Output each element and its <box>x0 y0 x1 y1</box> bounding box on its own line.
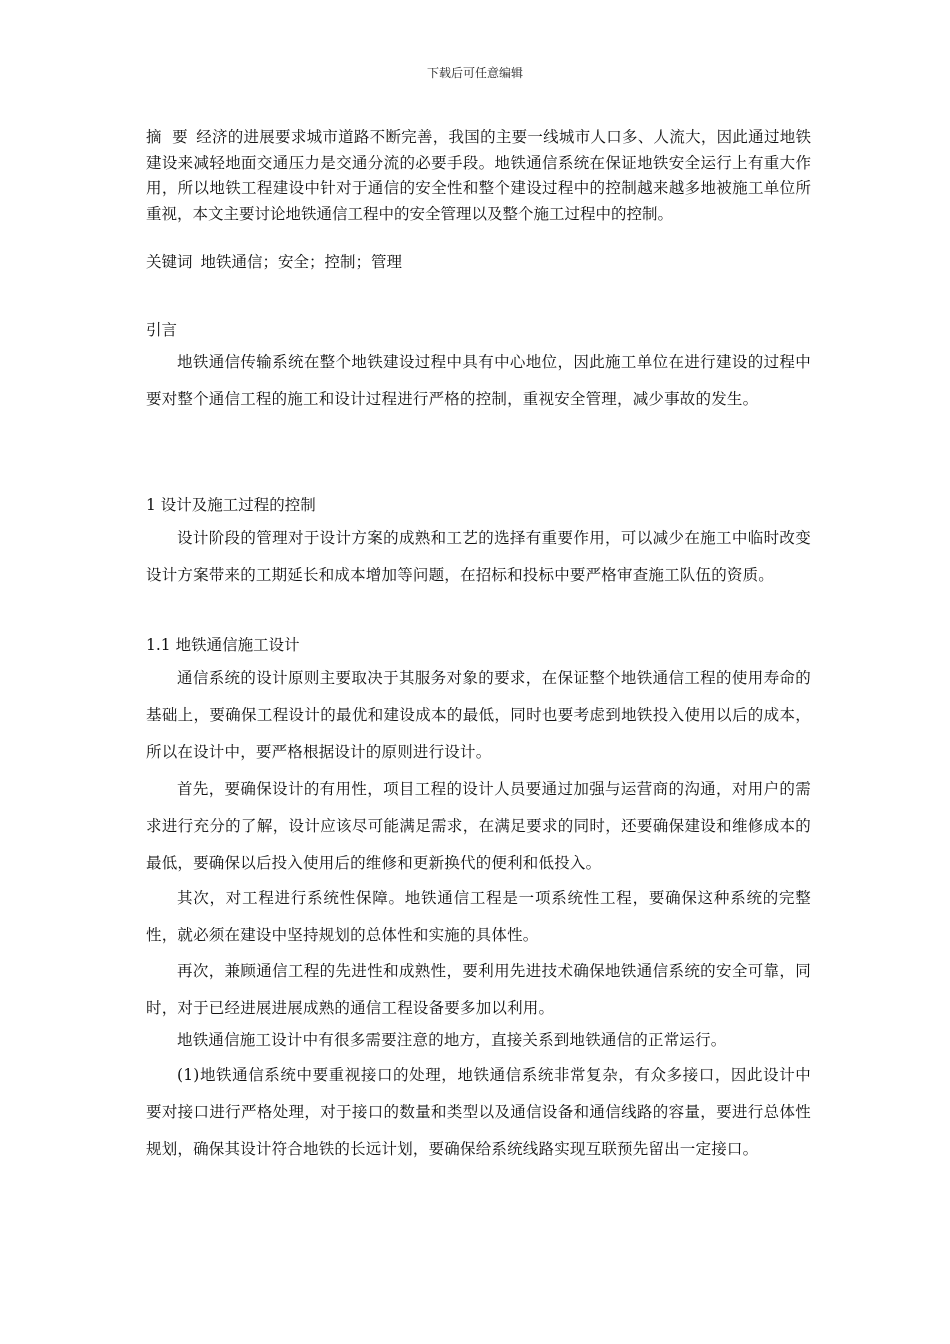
intro-paragraph: 地铁通信传输系统在整个地铁建设过程中具有中心地位，因此施工单位在进行建设的过程中要对整个通信工程的施工和设计过程进行严格的控制，重视安全管理，减少事故的发生。 <box>146 353 811 408</box>
section1-heading: 1 设计及施工过程的控制 <box>146 496 316 514</box>
section1-1-paragraph-6: (1)地铁通信系统中要重视接口的处理，地铁通信系统非常复杂，有众多接口，因此设计中要对接口进行严格处理，对于接口的数量和类型以及通信设备和通信线路的容量，要进行总体性规划，确保其设计符合地铁的长远计划，要确保给系统线路实现互联预先留出一定接口。 <box>146 1066 811 1158</box>
section1-1-heading: 1.1 地铁通信施工设计 <box>146 636 300 654</box>
section1-1-paragraph-3: 其次，对工程进行系统性保障。地铁通信工程是一项系统性工程，要确保这种系统的完整性，就必须在建设中坚持规划的总体性和实施的具体性。 <box>146 889 811 944</box>
section1-1-paragraph-2: 首先，要确保设计的有用性，项目工程的设计人员要通过加强与运营商的沟通，对用户的需求进行充分的了解，设计应该尽可能满足需求，在满足要求的同时，还要确保建设和维修成本的最低，要确保以后投入使用后的维修和更新换代的便利和低投入。 <box>146 780 811 872</box>
section1-paragraph: 设计阶段的管理对于设计方案的成熟和工艺的选择有重要作用，可以减少在施工中临时改变设计方案带来的工期延长和成本增加等问题，在招标和投标中要严格审查施工队伍的资质。 <box>146 529 811 584</box>
abstract <box>146 125 811 227</box>
page-header-note: 下载后可任意编辑 <box>426 66 523 80</box>
section1-1-paragraph-4: 再次，兼顾通信工程的先进性和成熟性，要利用先进技术确保地铁通信系统的安全可靠，同时，对于已经进展进展成熟的通信工程设备要多加以利用。 <box>146 962 811 1017</box>
intro-heading: 引言 <box>146 321 178 339</box>
keywords-text: 地铁通信；安全；控制；管理 <box>200 253 403 271</box>
keywords-label: 关键词 <box>146 253 193 271</box>
keywords <box>146 250 811 274</box>
section1-1-paragraph-5: 地铁通信施工设计中有很多需要注意的地方，直接关系到地铁通信的正常运行。 <box>177 1031 727 1049</box>
abstract-text: 经济的进展要求城市道路不断完善，我国的主要一线城市人口多、人流大，因此通过地铁建设来减轻地面交通压力是交通分流的必要手段。地铁通信系统在保证地铁安全运行上有重大作用，所以地铁工程建设中针对于通信的安全性和整个建设过程中的控制越来越多地被施工单位所重视，本文主要讨论地铁通信工程中的安全管理以及整个施工过程中的控制。 <box>146 128 811 223</box>
abstract-label: 摘 要 <box>146 128 188 146</box>
section1-1-paragraph-1: 通信系统的设计原则主要取决于其服务对象的要求，在保证整个地铁通信工程的使用寿命的基础上，要确保工程设计的最优和建设成本的最低，同时也要考虑到地铁投入使用以后的成本，所以在设计中，要严格根据设计的原则进行设计。 <box>146 669 811 761</box>
